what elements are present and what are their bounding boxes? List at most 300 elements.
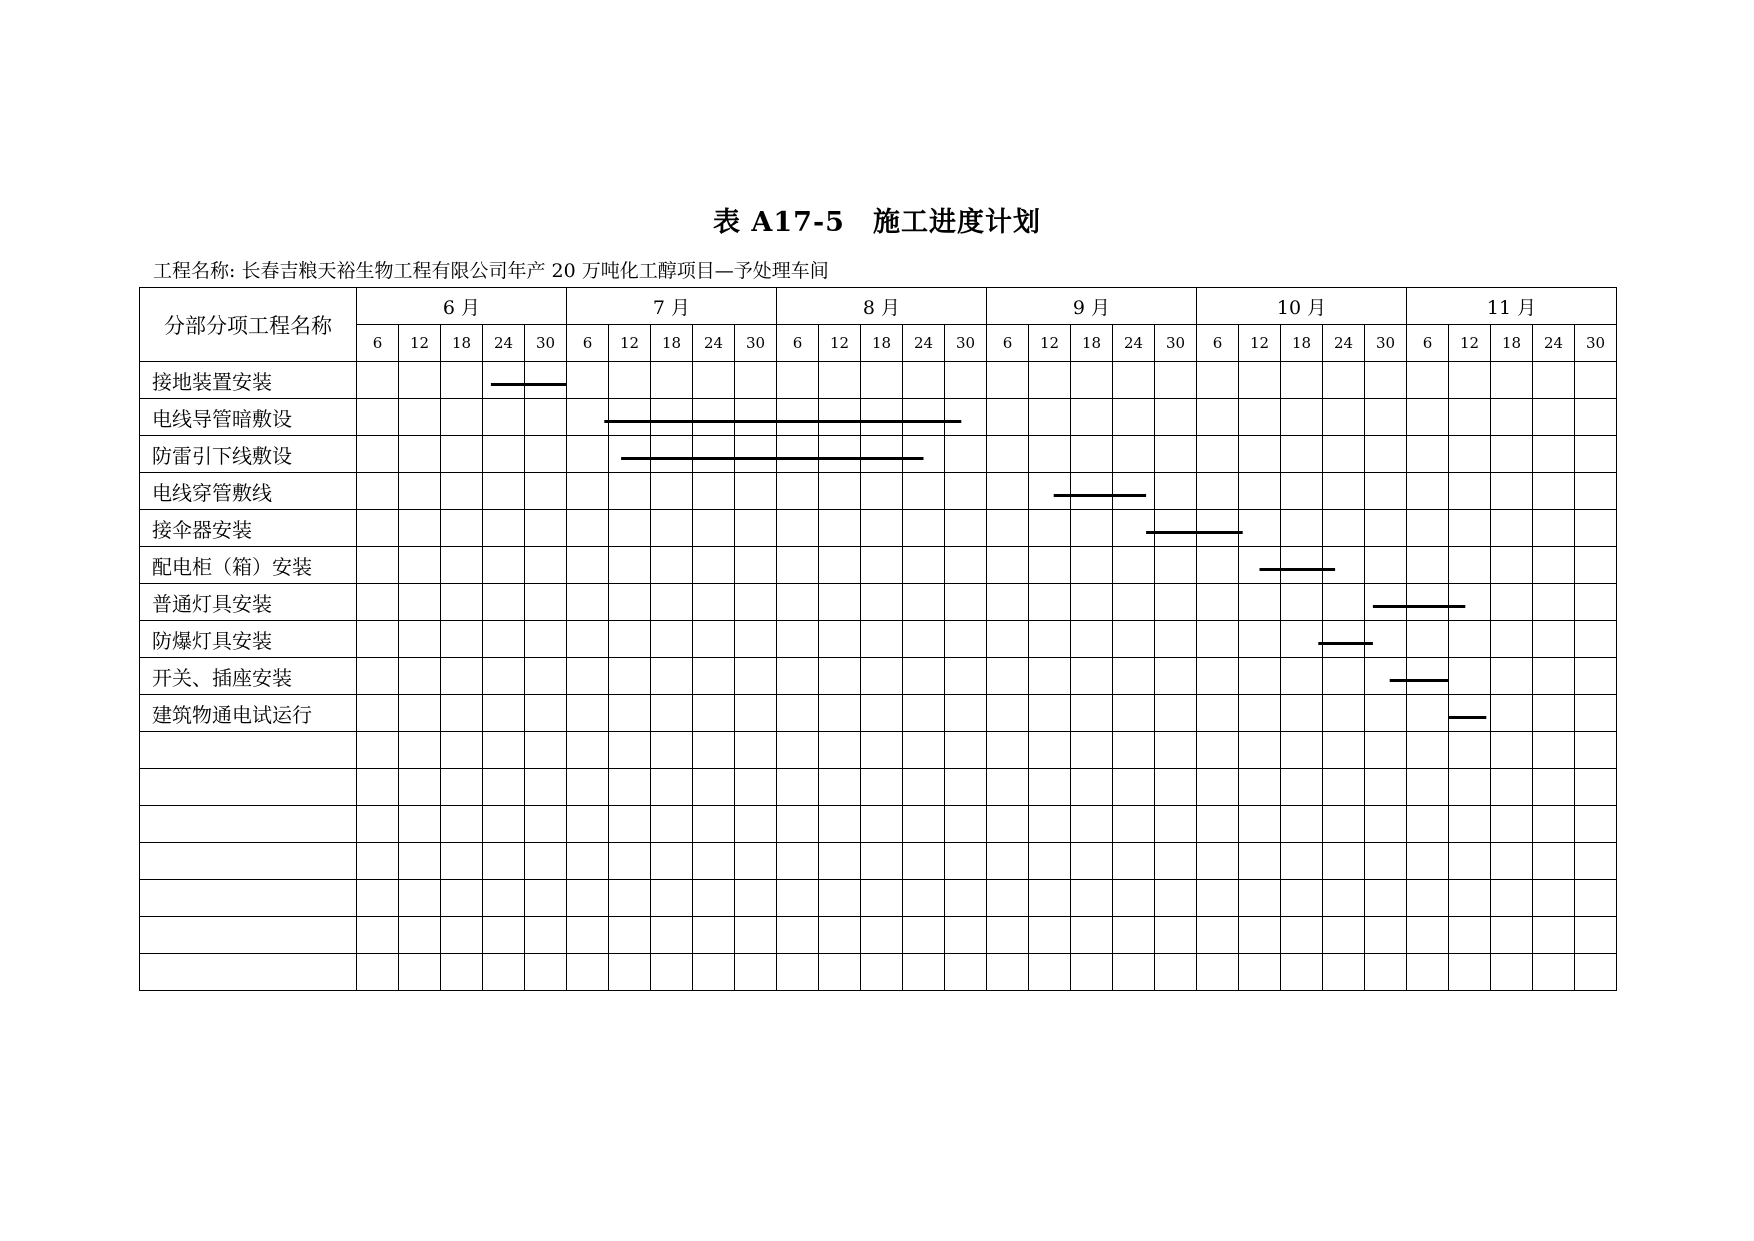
schedule-cell (609, 806, 651, 843)
day-header: 6 (987, 325, 1029, 362)
schedule-cell (1407, 436, 1449, 473)
schedule-cell (1365, 658, 1407, 695)
schedule-cell (861, 695, 903, 732)
month-header: 9 月 (987, 288, 1197, 325)
schedule-cell (1071, 621, 1113, 658)
day-header: 18 (441, 325, 483, 362)
schedule-cell (1323, 954, 1365, 991)
schedule-cell (693, 621, 735, 658)
schedule-cell (819, 547, 861, 584)
day-header: 24 (693, 325, 735, 362)
schedule-cell (399, 917, 441, 954)
schedule-cell (945, 695, 987, 732)
schedule-cell (693, 436, 735, 473)
schedule-cell (735, 769, 777, 806)
schedule-cell (819, 695, 861, 732)
schedule-cell (861, 880, 903, 917)
schedule-cell (693, 732, 735, 769)
schedule-cell (861, 732, 903, 769)
schedule-cell (567, 917, 609, 954)
schedule-cell (483, 695, 525, 732)
schedule-cell (651, 880, 693, 917)
schedule-cell (357, 658, 399, 695)
schedule-cell (1281, 473, 1323, 510)
schedule-cell (861, 473, 903, 510)
schedule-cell (441, 769, 483, 806)
task-name (140, 954, 357, 991)
schedule-cell (1197, 658, 1239, 695)
schedule-cell (945, 806, 987, 843)
task-row (140, 769, 1617, 806)
schedule-cell (525, 621, 567, 658)
task-row (140, 658, 1617, 695)
schedule-cell (525, 547, 567, 584)
schedule-cell (819, 399, 861, 436)
month-header: 7 月 (567, 288, 777, 325)
task-name (140, 843, 357, 880)
schedule-cell (1029, 547, 1071, 584)
schedule-cell (1491, 510, 1533, 547)
schedule-cell (1491, 880, 1533, 917)
schedule-cell (1491, 954, 1533, 991)
schedule-cell (777, 510, 819, 547)
schedule-cell (1407, 362, 1449, 399)
schedule-cell (1365, 547, 1407, 584)
schedule-cell (441, 917, 483, 954)
day-header: 6 (357, 325, 399, 362)
schedule-cell (1239, 843, 1281, 880)
day-header: 6 (1197, 325, 1239, 362)
schedule-cell (1239, 732, 1281, 769)
schedule-cell (1197, 732, 1239, 769)
schedule-cell (1449, 547, 1491, 584)
schedule-cell (945, 658, 987, 695)
schedule-cell (567, 399, 609, 436)
schedule-cell (1323, 880, 1365, 917)
schedule-cell (1575, 584, 1617, 621)
day-header: 24 (483, 325, 525, 362)
schedule-cell (1197, 769, 1239, 806)
schedule-cell (651, 436, 693, 473)
month-header: 10 月 (1197, 288, 1407, 325)
schedule-cell (1575, 547, 1617, 584)
schedule-cell (819, 917, 861, 954)
schedule-cell (1407, 399, 1449, 436)
schedule-cell (1239, 584, 1281, 621)
schedule-cell (693, 843, 735, 880)
schedule-cell (1239, 399, 1281, 436)
schedule-cell (399, 547, 441, 584)
schedule-cell (1197, 843, 1239, 880)
schedule-cell (1365, 399, 1407, 436)
schedule-cell (861, 806, 903, 843)
schedule-cell (903, 658, 945, 695)
schedule-cell (1029, 806, 1071, 843)
schedule-cell (1491, 658, 1533, 695)
schedule-cell (1029, 658, 1071, 695)
schedule-cell (1239, 473, 1281, 510)
schedule-cell (1113, 880, 1155, 917)
schedule-cell (357, 436, 399, 473)
schedule-cell (609, 917, 651, 954)
schedule-cell (357, 473, 399, 510)
schedule-cell (525, 732, 567, 769)
schedule-cell (945, 917, 987, 954)
schedule-cell (819, 843, 861, 880)
schedule-cell (777, 769, 819, 806)
schedule-cell (1491, 584, 1533, 621)
schedule-cell (651, 399, 693, 436)
schedule-cell (1197, 473, 1239, 510)
schedule-cell (357, 732, 399, 769)
schedule-cell (1407, 584, 1449, 621)
schedule-cell (483, 510, 525, 547)
schedule-cell (525, 917, 567, 954)
day-header: 30 (945, 325, 987, 362)
schedule-cell (1197, 399, 1239, 436)
schedule-cell (903, 732, 945, 769)
schedule-cell (1239, 917, 1281, 954)
schedule-cell (987, 769, 1029, 806)
schedule-cell (609, 473, 651, 510)
schedule-cell (357, 399, 399, 436)
task-row (140, 880, 1617, 917)
schedule-cell (1491, 436, 1533, 473)
schedule-cell (1323, 917, 1365, 954)
schedule-cell (357, 843, 399, 880)
day-header: 24 (903, 325, 945, 362)
schedule-cell (567, 436, 609, 473)
schedule-cell (1449, 843, 1491, 880)
day-header: 12 (1029, 325, 1071, 362)
schedule-cell (819, 769, 861, 806)
schedule-cell (1533, 510, 1575, 547)
schedule-cell (441, 510, 483, 547)
schedule-cell (483, 806, 525, 843)
schedule-cell (945, 843, 987, 880)
schedule-cell (1449, 769, 1491, 806)
schedule-cell (1281, 621, 1323, 658)
schedule-cell (399, 362, 441, 399)
schedule-cell (903, 880, 945, 917)
schedule-cell (441, 732, 483, 769)
schedule-cell (483, 769, 525, 806)
schedule-cell (483, 362, 525, 399)
schedule-cell (1365, 695, 1407, 732)
schedule-cell (1071, 732, 1113, 769)
schedule-cell (1239, 769, 1281, 806)
schedule-cell (861, 436, 903, 473)
schedule-cell (1323, 510, 1365, 547)
schedule-cell (609, 843, 651, 880)
schedule-cell (1449, 880, 1491, 917)
schedule-cell (819, 473, 861, 510)
schedule-cell (651, 917, 693, 954)
schedule-cell (1449, 473, 1491, 510)
schedule-cell (735, 510, 777, 547)
schedule-cell (861, 769, 903, 806)
schedule-cell (567, 547, 609, 584)
day-header: 12 (609, 325, 651, 362)
schedule-cell (1449, 658, 1491, 695)
schedule-cell (903, 917, 945, 954)
schedule-cell (1281, 547, 1323, 584)
schedule-cell (1197, 584, 1239, 621)
schedule-cell (1155, 510, 1197, 547)
schedule-cell (819, 658, 861, 695)
schedule-cell (1281, 880, 1323, 917)
schedule-cell (903, 547, 945, 584)
schedule-cell (1071, 473, 1113, 510)
schedule-cell (693, 917, 735, 954)
schedule-cell (567, 843, 609, 880)
schedule-cell (987, 473, 1029, 510)
schedule-cell (1407, 658, 1449, 695)
schedule-cell (1155, 954, 1197, 991)
schedule-cell (945, 732, 987, 769)
schedule-cell (693, 695, 735, 732)
task-name: 配电柜（箱）安装 (140, 547, 357, 584)
schedule-cell (735, 584, 777, 621)
schedule-cell (1407, 547, 1449, 584)
schedule-cell (819, 621, 861, 658)
schedule-cell (1491, 621, 1533, 658)
task-name: 防爆灯具安装 (140, 621, 357, 658)
schedule-cell (1575, 695, 1617, 732)
schedule-cell (441, 473, 483, 510)
schedule-cell (1029, 843, 1071, 880)
day-header: 12 (399, 325, 441, 362)
day-header: 6 (777, 325, 819, 362)
schedule-cell (1491, 399, 1533, 436)
schedule-cell (1323, 769, 1365, 806)
schedule-cell (819, 806, 861, 843)
schedule-cell (777, 621, 819, 658)
schedule-cell (1029, 695, 1071, 732)
schedule-cell (483, 584, 525, 621)
schedule-cell (777, 806, 819, 843)
schedule-cell (1239, 695, 1281, 732)
schedule-cell (693, 769, 735, 806)
schedule-cell (1071, 769, 1113, 806)
schedule-cell (735, 843, 777, 880)
schedule-cell (399, 806, 441, 843)
schedule-cell (1281, 695, 1323, 732)
day-header: 6 (1407, 325, 1449, 362)
schedule-cell (1071, 399, 1113, 436)
schedule-cell (1323, 732, 1365, 769)
schedule-cell (903, 695, 945, 732)
task-name (140, 917, 357, 954)
schedule-cell (357, 584, 399, 621)
task-name (140, 806, 357, 843)
schedule-cell (525, 954, 567, 991)
schedule-cell (1155, 658, 1197, 695)
schedule-cell (1533, 547, 1575, 584)
schedule-cell (777, 362, 819, 399)
schedule-cell (1113, 769, 1155, 806)
schedule-cell (693, 362, 735, 399)
schedule-cell (903, 954, 945, 991)
schedule-cell (945, 954, 987, 991)
schedule-cell (777, 917, 819, 954)
schedule-cell (1323, 806, 1365, 843)
schedule-cell (525, 769, 567, 806)
task-row (140, 362, 1617, 399)
schedule-cell (1575, 510, 1617, 547)
schedule-cell (1197, 547, 1239, 584)
schedule-cell (609, 732, 651, 769)
schedule-cell (861, 584, 903, 621)
schedule-cell (1071, 917, 1113, 954)
schedule-cell (1533, 399, 1575, 436)
schedule-cell (609, 695, 651, 732)
schedule-cell (1407, 732, 1449, 769)
schedule-cell (483, 658, 525, 695)
schedule-cell (693, 584, 735, 621)
schedule-cell (441, 806, 483, 843)
schedule-cell (777, 436, 819, 473)
schedule-cell (1155, 806, 1197, 843)
schedule-cell (903, 806, 945, 843)
task-name: 电线导管暗敷设 (140, 399, 357, 436)
schedule-cell (987, 658, 1029, 695)
schedule-cell (1239, 621, 1281, 658)
schedule-cell (1533, 917, 1575, 954)
task-row (140, 621, 1617, 658)
schedule-cell (357, 695, 399, 732)
schedule-cell (861, 843, 903, 880)
schedule-cell (1155, 769, 1197, 806)
schedule-cell (399, 621, 441, 658)
schedule-cell (1575, 843, 1617, 880)
schedule-cell (819, 732, 861, 769)
schedule-cell (1323, 621, 1365, 658)
schedule-cell (1281, 917, 1323, 954)
schedule-cell (357, 769, 399, 806)
schedule-cell (1029, 732, 1071, 769)
task-row (140, 695, 1617, 732)
schedule-cell (1197, 621, 1239, 658)
schedule-cell (987, 695, 1029, 732)
schedule-table (139, 287, 1617, 991)
schedule-cell (1071, 362, 1113, 399)
schedule-cell (987, 399, 1029, 436)
schedule-cell (1323, 436, 1365, 473)
schedule-cell (609, 510, 651, 547)
schedule-cell (1071, 880, 1113, 917)
schedule-cell (1113, 732, 1155, 769)
schedule-cell (1491, 547, 1533, 584)
schedule-cell (1071, 658, 1113, 695)
schedule-cell (777, 954, 819, 991)
schedule-cell (1239, 436, 1281, 473)
schedule-cell (1071, 547, 1113, 584)
schedule-cell (1113, 399, 1155, 436)
schedule-cell (399, 399, 441, 436)
schedule-cell (903, 362, 945, 399)
schedule-cell (1407, 954, 1449, 991)
schedule-cell (693, 510, 735, 547)
task-name: 接伞器安装 (140, 510, 357, 547)
schedule-cell (1197, 917, 1239, 954)
schedule-cell (567, 510, 609, 547)
schedule-cell (903, 843, 945, 880)
task-name (140, 880, 357, 917)
schedule-cell (903, 510, 945, 547)
schedule-cell (1029, 917, 1071, 954)
schedule-cell (357, 880, 399, 917)
schedule-cell (1323, 695, 1365, 732)
schedule-cell (1155, 843, 1197, 880)
month-header-row (140, 288, 1617, 325)
schedule-cell (1449, 510, 1491, 547)
schedule-cell (1365, 362, 1407, 399)
schedule-cell (399, 843, 441, 880)
schedule-cell (945, 362, 987, 399)
schedule-cell (609, 621, 651, 658)
schedule-cell (777, 399, 819, 436)
task-row (140, 806, 1617, 843)
schedule-cell (1575, 732, 1617, 769)
schedule-cell (735, 880, 777, 917)
schedule-cell (1323, 658, 1365, 695)
schedule-cell (735, 436, 777, 473)
schedule-cell (861, 362, 903, 399)
schedule-cell (1323, 584, 1365, 621)
task-name (140, 769, 357, 806)
day-header: 30 (1365, 325, 1407, 362)
schedule-cell (1533, 658, 1575, 695)
schedule-cell (1491, 917, 1533, 954)
schedule-cell (399, 769, 441, 806)
day-header: 18 (651, 325, 693, 362)
schedule-cell (987, 917, 1029, 954)
schedule-cell (777, 547, 819, 584)
schedule-cell (1113, 510, 1155, 547)
schedule-cell (1323, 399, 1365, 436)
schedule-cell (1365, 843, 1407, 880)
day-header: 30 (1575, 325, 1617, 362)
schedule-cell (1407, 769, 1449, 806)
schedule-cell (483, 547, 525, 584)
schedule-cell (1029, 769, 1071, 806)
schedule-cell (441, 954, 483, 991)
schedule-cell (483, 954, 525, 991)
task-name: 电线穿管敷线 (140, 473, 357, 510)
schedule-cell (1449, 584, 1491, 621)
schedule-cell (1575, 621, 1617, 658)
schedule-cell (567, 621, 609, 658)
schedule-cell (987, 880, 1029, 917)
day-header-row (140, 325, 1617, 362)
schedule-cell (399, 732, 441, 769)
schedule-cell (1533, 362, 1575, 399)
schedule-cell (1239, 547, 1281, 584)
schedule-cell (1239, 806, 1281, 843)
schedule-cell (735, 806, 777, 843)
schedule-cell (525, 510, 567, 547)
schedule-cell (735, 621, 777, 658)
schedule-cell (1449, 399, 1491, 436)
schedule-cell (1113, 806, 1155, 843)
day-header: 6 (567, 325, 609, 362)
schedule-cell (1365, 917, 1407, 954)
schedule-cell (1533, 621, 1575, 658)
schedule-cell (1197, 362, 1239, 399)
schedule-cell (1449, 954, 1491, 991)
schedule-cell (903, 473, 945, 510)
